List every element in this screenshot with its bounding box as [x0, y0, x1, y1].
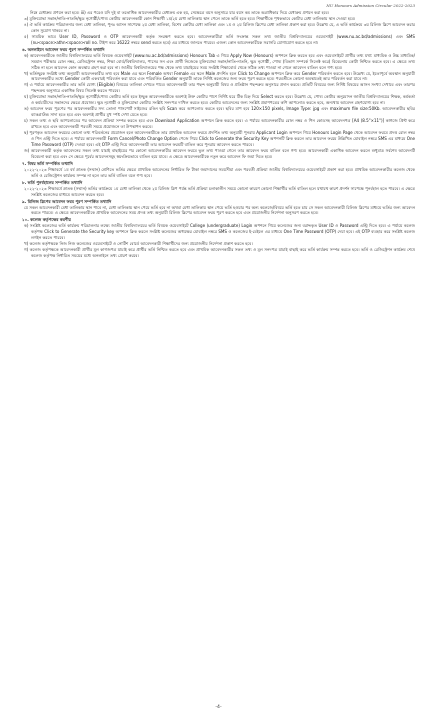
section-heading: ৬. অনলাইনে আবেদন ফরম পূরণ সম্পর্কিত তথ্যাদি [22, 46, 105, 52]
paragraph: খ) কলেজ কর্তৃপক্ষকে নিজ নিজ কলেজের ওয়েবসাইটে ও নোটিশ বোর্ডে আবেদনকারী শিক্ষার্থীদের জন্য প্রয়োজনীয় নির্দেশনা প্রকাশ করতে হবে। [24, 241, 253, 247]
paragraph: ২০২২-২০২৩ শিক্ষাবর্ষে স্নাতক (সম্মান) ভর্তির কার্যক্রমে ১ম মেধা তালিকা থেকে ২য় রিলিজ স্লিপ পর্যন্ত ভর্তি প্রক্রিয়া চলাকালীন সময়ে কোনো কারণে কোনো শিক্ষার্থীর ভর্তি বাতিল হলে যথাযথ কারণ প্রদর্শন সাপেক্ষে পুনর্বহাল হতে পারবে। এ ক্ষেত্রে সংশ্লিষ্ট কলেজের মাধ্যমে আবেদন করতে হবে। [24, 185, 415, 197]
paragraph: ঘ) মুক্তিযোদ্ধা সন্তান/নাতি-নাতনি/ক্ষুদ্র নৃগোষ্ঠী/পোষ্য কোটায় ভর্তি হতে ইচ্ছুক আবেদনকারীকে অবশ্যই উক্ত কোটার পাশে নির্দিষ্ট ঘরে টিক চিহ্ন দিয়ে Select করতে হবে। উল্লেখ্য যে, পোষ্য কোটার অনুমোদন জাতীয় বিশ্ববিদ্যালয়ের শিক্ষক, কর্মকর্তা ও কর্মচারীদের সন্তানদের ক্ষেত্রে প্রযোজ্য। ক্ষুদ্র নৃগোষ্ঠী ও মুক্তিযোদ্ধা কোটায় সংশ্লিষ্ট সনদপত্র দাখিল করতে হবে। কোটায় আবেদনের জন্য সংশ্লিষ্ট প্রমাণপত্রের কপি আপলোড করতে হবে, অন্যথায় আবেদন গ্রহণযোগ্য হবে না। [24, 94, 415, 106]
running-header: NU Honours Admission Circular 2022-2023 [326, 3, 415, 8]
paragraph: ৩) মুক্তিযোদ্ধা সন্তান/নাতি-নাতনি/ক্ষুদ্র নৃগোষ্ঠী/পোষ্য কোটায় আবেদনকারী কোন শিক্ষার্থী ১ম/২য় মেধা তালিকায় স্থান পেলে তাকে ভর্তি হতে হবে। শিক্ষার্থীকে পৃথকভাবে কোটার মেধা তালিকায় স্থান দেওয়া হবে। [24, 15, 356, 21]
paragraph: ঙ) আবেদন ফরম পূরণের পর আবেদনকারীর সদ্য তোলা পাসপোর্ট সাইজের রঙিন ছবি Scan করে আপলোড করতে হবে। ছবির মাপ হবে 120×150 pixels, Image Type: jpg এবং maximum file size:50Kb. আবেদনকারীর ছবির ব্যাকগ্রাউন্ড সাদা হতে হবে এবং অবশ্যই প্রার্থীর মুখ স্পষ্ট দেখা যেতে হবে। [24, 106, 415, 118]
section-heading: ৭. বিষয় ভর্তি সম্পর্কিত তথ্যাদি [22, 160, 73, 166]
section-heading: ১০. কলেজ কর্তৃপক্ষের করণীয় [22, 217, 71, 223]
paragraph: ছ) পূরণকৃত আবেদন ফরমের কোনো তথ্য পরিবর্তনের প্রয়োজন হলে আবেদনকারীকে তার প্রাথমিক আবেদন ফরমে প্রদর্শিত তথ্য অনুযায়ী পুনরায় Applicant Login অপশনে গিয়ে Honours Login Page থেকে আবেদন ফরমে প্রদত্ত রোল নম্বর ও পিন এন্ট্রি দিতে হবে। এ পর্যায়ে আবেদনকারী Form Cancel/Photo Change Option পেজে গিয়ে Click to Generate the Security Key অপশনটি ক্লিক করলে তার আবেদন ফরমে উল্লিখিত মোবাইল নম্বরে SMS এর মাধ্যমে One Time Password (OTP) দেওয়া হবে। এই OTP এন্ট্রি দিয়ে আবেদনকারী তার আবেদন ফরমটি বাতিল করে পুনরায় আবেদন করতে পারবে। [24, 130, 415, 147]
page-number: -4- [215, 705, 222, 710]
paragraph: নিম্নে মেধাক্রম প্রণয়ন করা হবে। iii) এর পরেও যদি দুই বা ততোধিক আবেদনকারীর মেধাক্রম এক হয়, সেক্ষেত্রে বয়স অনুসারে যার বয়স কম তাকে অগ্রাধিকার দিয়ে মেধাক্রম প্রণয়ন করা হবে। [30, 10, 330, 15]
paragraph: গ) কলেজ কর্তৃপক্ষকে আবেদনকারী প্রার্থীর মূল কাগজপত্র যাচাই করে প্রার্থীর ভর্তি নিশ্চিত করতে হবে এবং প্রাথমিক আবেদনকারীর সকল তথ্য ও মূল সনদপত্র যাচাই বাছাই করে ভর্তি কার্যক্রম সম্পন্ন করতে হবে। ভর্তি ও রেজিস্ট্রেশন কার্যক্রম শেষে কলেজ কর্তৃপক্ষ নির্ধারিত সময়ের মধ্যে অনলাইনে তথ্য প্রেরণ করবে। [24, 247, 415, 259]
paragraph: ৫) সাময়িক ভাবে User ID, Password ও OTP আবেদনকারী কর্তৃক সংরক্ষণ করতে হবে। আবেদনকারীরা ভর্তি সংক্রান্ত সকল তথ্য জাতীয় বিশ্ববিদ্যালয়ের ওয়েবসাইট (www.nu.ac.bd/admissions) এবং SMS (nu<space>athn<space>roll no. টাইপ করে 16222 নম্বরে send করতে হবে) এর মাধ্যমে জানতে পারবে। এজন্য কোন আবেদনকারীকে সরাসরি যোগাযোগ করতে হবে না। [24, 33, 415, 45]
paragraph: ২০২২-২০২৩ শিক্ষাবর্ষে ১ম বর্ষ স্নাতক (সম্মান) শ্রেণিতে ভর্তির ক্ষেত্রে প্রাথমিক আবেদনের নির্ধারিত ফি টাকা জমাদানের সময়সীমা এবং পরবর্তী প্রক্রিয়া জাতীয় বিশ্ববিদ্যালয়ের ওয়েবসাইটে প্রকাশ করা হবে। প্রাথমিক আবেদনকারীর কলেজ থেকে ভর্তি ও রেজিস্ট্রেশন কার্যক্রম সম্পন্ন না হলে তার ভর্তি বাতিল বলে গণ্য হবে। [24, 166, 415, 178]
paragraph: ৪) ঐ ভর্তি কার্যক্রম পরিচালনার জন্য মেধা তালিকা, পুনঃ আসন সাপেক্ষে ২য় মেধা তালিকা, বিশেষ কোটার মেধা তালিকা এবং ১ম ও ২য় রিলিজ স্লিপের মেধা তালিকা প্রকাশ করা হবে। উল্লেখ্য যে, এ ভর্তি কার্যক্রমে ৩য় রিলিজ স্লিপে আবেদন করার কোন সুযোগ থাকবে না। [24, 21, 415, 33]
document-body [22, 10, 415, 259]
paragraph: ক) আবেদনকারীকে জাতীয় বিশ্ববিদ্যালয়ের ভর্তি বিষয়ক ওয়েবসাইট (www.nu.ac.bd/admissions) Honours Tab এ গিয়ে Apply Now (Honours) অপশনে ক্লিক করতে হবে এবং ওয়েবসাইটে প্রার্থীর তথ্য যথা: মাধ্যমিক ও উচ্চ মাধ্যমিক/সমমান পরীক্ষার রোল নম্বর, রেজিস্ট্রেশন নম্বর, শিক্ষা বোর্ড/বিশ্ববিদ্যালয়, পাসের সন এবং প্রার্থী নিজেকে মুক্তিযোদ্ধা সন্তান/নাতি-নাতনি, ক্ষুদ্র নৃগোষ্ঠী, পোষ্য (বিভাগ সম্পর্কে সিলেক্ট করে) বিবেচনায় কোটা নিশ্চিত করতে হবে। এ ক্ষেত্রে তথ্য সঠিক না হলে আবেদন কোন অবস্থায় গ্রহণ করা হবে না। জাতীয় বিশ্ববিদ্যালয়ের পক্ষ থেকে তথ্য যাচাইয়ের সময় সংশ্লিষ্ট শিক্ষাবোর্ড থেকে সঠিক তথ্য পাওয়া না গেলে আবেদন বাতিল বলে গণ্য হবে। [24, 52, 415, 70]
paragraph: চ) সকল তথ্য ও ছবি আপলোডের পর আবেদন প্রক্রিয়া সম্পন্ন করতে হবে এবং Download Application অপশনে ক্লিক করতে হবে। এ পর্যায়ে আবেদনকারীর রোল নম্বর ও পিন কোডসহ আবেদনপত্র [A4 (8.5"×11")] কাগজে প্রিন্ট করে রাখতে হবে এবং আবেদনকারী পরবর্তী সময়ে প্রয়োজনে তা উপস্থাপন করবে। [24, 118, 415, 130]
paragraph: ক) সংশ্লিষ্ট কলেজের ভর্তি কার্যক্রম পরিচালনার লক্ষ্যে জাতীয় বিশ্ববিদ্যালয়ের ভর্তি বিষয়ক ওয়েবসাইটে College (undergraduate) Login অপশনে গিয়ে কলেজের জন্য বরাদ্দকৃত User ID ও Password এন্ট্রি দিতে হবে। এ পর্যায়ে কলেজ কর্তৃপক্ষ Click to Generate the Security key অপশনে ক্লিক করলে সংশ্লিষ্ট কলেজের অধ্যক্ষের মোবাইল নম্বরে SMS ও কলেজের ই-মেইলে এর মাধ্যমে One Time Password (OTP) দেয়া হবে। এই OTP ব্যবহার করে সংশ্লিষ্ট কলেজ লগইন করতে পারবে। [24, 223, 415, 241]
section-heading: ৮. ভর্তি পুনর্বহালের সম্পর্কিত তথ্যাদি [22, 179, 83, 185]
paragraph: গ) এ পর্যায়ে আবেদনকারীর তার ভর্তি যোগ্য (Eligible) বিষয়ের তালিকা দেখতে পাবে। আবেদনকারী তার পছন্দ অনুযায়ী বিষয় ও প্রতিষ্ঠান পছন্দক্রম অনুসারে প্রদান করবে। প্রতিটি বিষয়ের জন্য নির্দিষ্ট বিষয়ের আসন সংখ্যা দেখাবে এবং তারপর পছন্দক্রম অনুসারে একাধিক বিষয় সিলেক্ট করতে পারবে। [24, 82, 415, 94]
paragraph: যে সকল আবেদনকারী মেধা তালিকায় স্থান পাবে না, মেধা তালিকায় স্থান পেয়ে ভর্তি হবে না অথবা মেধা তালিকায় স্থান পেয়ে ভর্তি হওয়ার পর অন্য কলেজে/বিষয়ে ভর্তি হতে চায় সে সকল আবেদনকারী রিলিজ স্লিপের মাধ্যমে ভর্তির জন্য আবেদন করতে পারবে। এ ক্ষেত্রে আবেদনকারীকে প্রাথমিক আবেদনের সময় প্রদত্ত তথ্য অনুযায়ী রিলিজ স্লিপের আবেদন ফরম পূরণ করতে হবে এবং প্রয়োজনীয় নির্দেশনা অনুসরণ করতে হবে। [24, 204, 415, 216]
paragraph: জ) আবেদনকারী কর্তৃক আবেদনের সকল তথ্য যাচাই বাছাইয়ের পর কোনো আবেদনকারীর আবেদন ফরমে ভুল তথ্য পাওয়া গেলে তার আবেদন ফরম বাতিল বলে গণ্য হবে। আবেদনকারী একাধিক আবেদন করলে শুধুমাত্র সর্বশেষ আবেদনটি বিবেচনা করা হবে এবং সে ক্ষেত্রে পূর্বের আবেদনসমূহ স্বয়ংক্রিয়ভাবে বাতিল হয়ে যাবে। এ ক্ষেত্রে আবেদনকারীকে নতুন করে আবেদন ফি জমা দিতে হবে। [24, 147, 415, 159]
section-heading: ৯. রিলিজ স্লিপের আবেদন ফরম পূরণ সম্পর্কিত তথ্যাদি [22, 198, 112, 204]
paragraph: খ) ভর্তিচ্ছুকে সংশ্লিষ্ট তথ্য অনুযায়ী আবেদনকারীর তথ্য হবে Male এর স্থলে Female অথবা Female এর স্থলে Male প্রদর্শিত হলে Click to Change অপশনে ক্লিক করে Gender পরিবর্তন করতে হবে। উল্লেখ্য যে, ইতোপূর্বে অবস্থান অনুযায়ী আবেদনকারীর তথ্যে Gender কোটা একবারই পরিবর্তন করা যাবে এবং পরিবর্তিত Gender অনুযায়ী তাকে নির্দিষ্ট কলেজের জন্য ফরম পূরণ করতে হবে। পরবর্তীতে কোনো অবস্থাতেই আর পরিবর্তন করা যাবে না। [24, 70, 415, 82]
